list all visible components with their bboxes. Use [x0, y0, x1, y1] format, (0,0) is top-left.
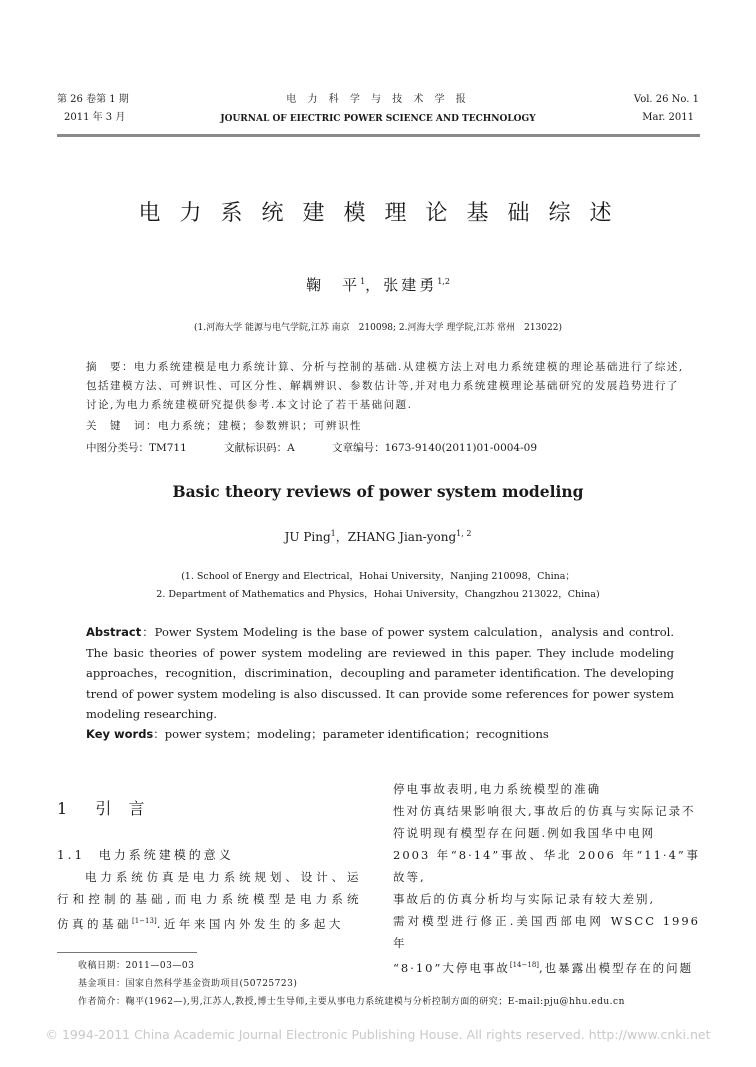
authors-en	[0, 528, 756, 545]
authors-zh	[0, 274, 756, 295]
header-date-zh: 2011 年 3 月	[64, 112, 126, 123]
header-rule	[57, 134, 700, 137]
abstract-en	[86, 622, 674, 725]
body-right-line-4: 2003 年“8·14”事故、华北 2006 年“11·4”事故等,	[393, 848, 700, 884]
keywords-en	[86, 726, 549, 742]
footnote-bio: 作者简介：鞠平(1962—),男,江苏人,教授,博士生导师,主要从事电力系统建模与分析控制方面的研究；E-mail:pju@hhu.edu.cn	[78, 997, 625, 1007]
header-volume-en: Vol. 26 No. 1	[633, 94, 699, 105]
author-en-1: JU Ping	[284, 530, 331, 544]
header-journal-zh: 电 力 科 学 与 技 术 学 报	[286, 94, 470, 105]
header-journal-en: JOURNAL OF EIECTRIC POWER SCIENCE AND TECHNOLOGY	[220, 114, 536, 124]
title-en: Basic theory reviews of power system modeling	[172, 482, 584, 501]
affiliation-zh: (1.河海大学 能源与电气学院,江苏 南京 210098; 2.河海大学 理学院,江苏 常州 213022)	[194, 323, 562, 333]
header-date-en: Mar. 2011	[642, 112, 694, 123]
body-right-line-1: 停电事故表明,电力系统模型的准确	[393, 782, 602, 796]
body-left-citation: [1−13]	[132, 917, 157, 925]
affiliation-en-line2: 2. Department of Mathematics and Physics，Hohai University，Changzhou 213022，China)	[156, 589, 600, 600]
footnote-rule	[57, 952, 197, 953]
author-zh-1-aff: 1	[360, 277, 366, 286]
subsection-1-1-title: 电力系统建模的意义	[98, 848, 234, 862]
body-right-line-7a: “8·10”大停电事故	[393, 960, 510, 975]
body-right-line-7b: ,也暴露出模型存在的问题	[539, 960, 694, 975]
keywords-en-text: ：power system；modeling；parameter identification；recognitions	[153, 727, 549, 741]
section-1-title: 引 言	[95, 799, 151, 818]
abstract-en-text: ：Power System Modeling is the base of power system calculation，analysis and control. The basic theories of power system modeling are reviewed in this paper. They include modeling approaches，recognition，discrimination，decoupling and parameter identification. The developing trend of power system modeling is also discussed. It can provide some references for power system modeling researching.	[86, 625, 674, 721]
author-zh-1: 鞠 平	[306, 276, 361, 294]
clc-number: 中图分类号：TM711	[86, 442, 187, 454]
author-en-2: ZHANG Jian-yong	[347, 530, 457, 544]
copyright-notice: © 1994-2011 China Academic Journal Electronic Publishing House. All rights reserved. http://www.cnki.net	[45, 1027, 711, 1042]
section-1-heading	[57, 796, 362, 819]
footnote-fund: 基金项目：国家自然科学基金资助项目(50725723)	[78, 979, 298, 989]
body-right-line-7	[393, 954, 700, 979]
abstract-zh-label: 摘 要	[86, 361, 122, 373]
abstract-zh-text: ：电力系统建模是电力系统计算、分析与控制的基础.从建模方法上对电力系统建模的理论基础进行了综述,包括建模方法、可辨识性、可区分性、解耦辨识、参数估计等,并对电力系统建模理论基础研究的发展趋势进行了讨论,为电力系统建模研究提供参考.本文讨论了若干基础问题.	[86, 361, 684, 411]
footnote-received: 收稿日期：2011—03—03	[78, 961, 195, 971]
author-en-1-aff: 1	[330, 529, 336, 538]
keywords-zh-text: ：电力系统；建模；参数辨识；可辨识性	[146, 420, 362, 432]
keywords-en-label: Key words	[86, 727, 154, 741]
subsection-1-1-heading	[57, 846, 362, 863]
author-en-2-aff: 1, 2	[456, 529, 472, 538]
document-code: 文献标识码：A	[224, 442, 295, 454]
body-right-line-2: 性对仿真结果影响很大,事故后的仿真与实际记录不	[393, 804, 696, 818]
body-right-line-3: 符说明现有模型存在问题.例如我国华中电网	[393, 826, 656, 840]
section-1-number: 1	[57, 799, 74, 818]
author-zh-2: 张建勇	[383, 276, 438, 294]
body-left-tail: .近年来国内外发生的多起大	[156, 916, 344, 931]
header-volume-zh: 第 26 卷第 1 期	[57, 94, 129, 105]
affiliation-en-line1: (1. School of Energy and Electrical，Hohai University，Nanjing 210098，China；	[181, 571, 575, 582]
body-right-line-6: 需对模型进行修正.美国西部电网 WSCC 1996 年	[393, 914, 700, 950]
author-sep: ，	[365, 276, 384, 294]
subsection-1-1-number: 1.1	[57, 848, 86, 862]
body-right-paragraph	[393, 778, 700, 979]
author-en-sep: ，	[335, 530, 348, 544]
article-number: 文章编号：1673-9140(2011)01-0004-09	[332, 442, 538, 454]
title-zh: 电 力 系 统 建 模 理 论 基 础 综 述	[138, 201, 618, 226]
body-right-line-5: 事故后的仿真分析均与实际记录有较大差别,	[393, 892, 656, 906]
author-zh-2-aff: 1,2	[437, 277, 450, 286]
body-right-citation: [14−18]	[509, 961, 540, 969]
keywords-zh	[86, 417, 686, 436]
abstract-zh	[86, 358, 686, 415]
body-left-text: 电力系统仿真是电力系统规划、设计、运行和控制的基础,而电力系统模型是电力系统仿真的基础	[57, 870, 362, 931]
classification-row	[86, 440, 571, 455]
abstract-en-label: Abstract	[86, 625, 142, 639]
keywords-zh-label: 关 键 词	[86, 420, 146, 432]
body-left-paragraph	[57, 866, 362, 935]
